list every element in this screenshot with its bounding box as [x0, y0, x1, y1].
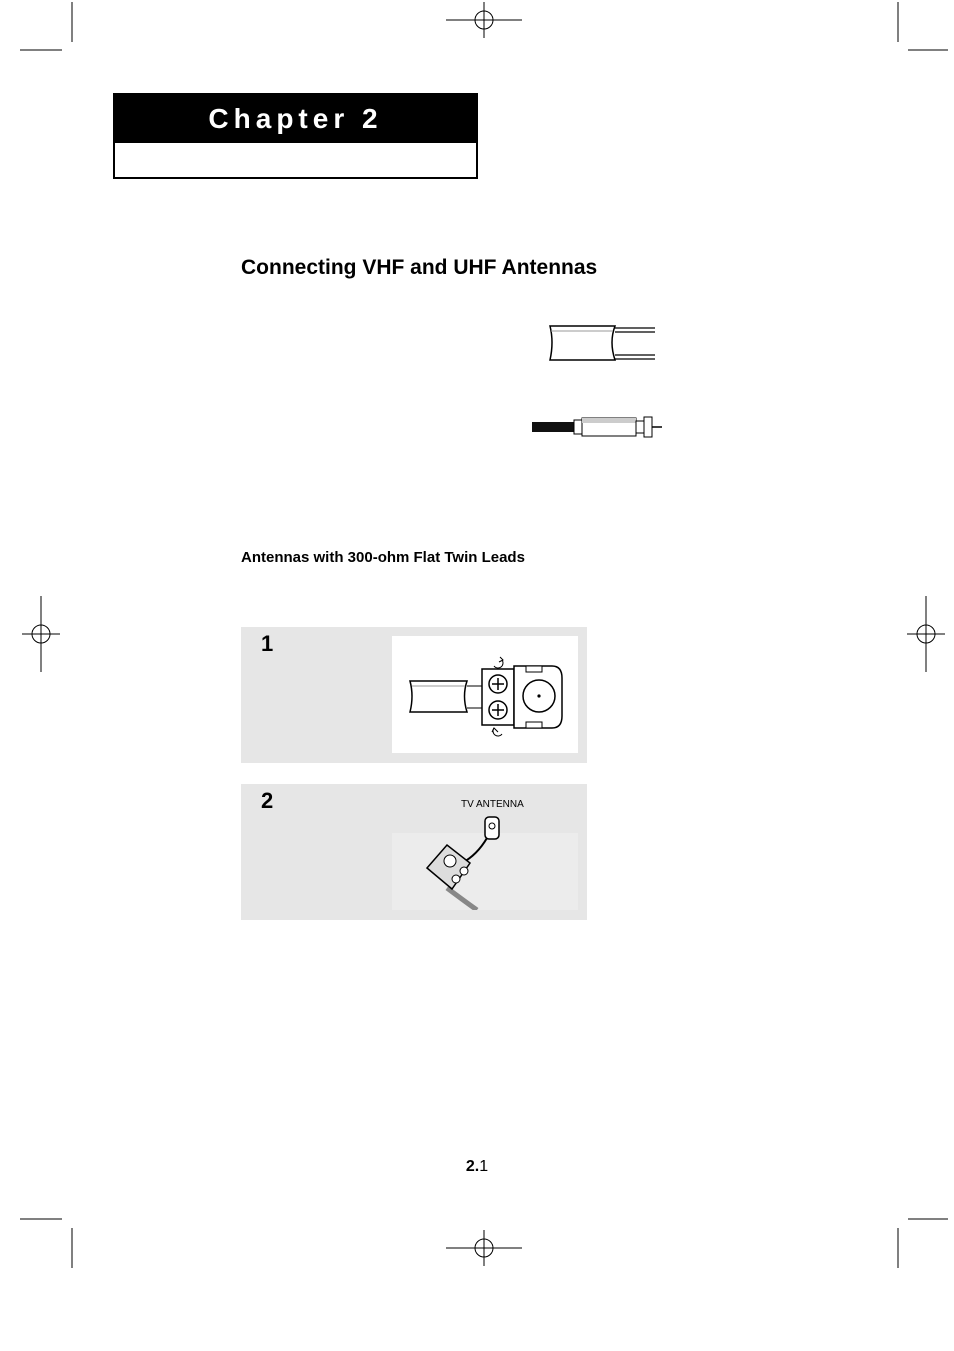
page-number [0, 1158, 954, 1176]
antenna-terminal-illustration [392, 636, 578, 753]
chapter-label: Chapter 2 [115, 95, 476, 143]
step-number: 1 [261, 631, 274, 656]
chapter-header [113, 93, 478, 179]
coaxial-cable-illustration [532, 413, 664, 443]
step-1-panel [241, 627, 587, 763]
tv-antenna-label: TV ANTENNA [461, 799, 524, 810]
page-number-minor: 1 [479, 1158, 489, 1175]
page-number-major: 2. [465, 1158, 480, 1175]
step-number: 2 [261, 788, 274, 813]
subsection-title: Antennas with 300-ohm Flat Twin Leads [241, 549, 525, 566]
step-2-panel [241, 784, 587, 920]
section-title: Connecting VHF and UHF Antennas [241, 256, 598, 279]
tv-antenna-connection-illustration [392, 793, 578, 910]
twin-lead-cable-illustration [545, 322, 660, 366]
